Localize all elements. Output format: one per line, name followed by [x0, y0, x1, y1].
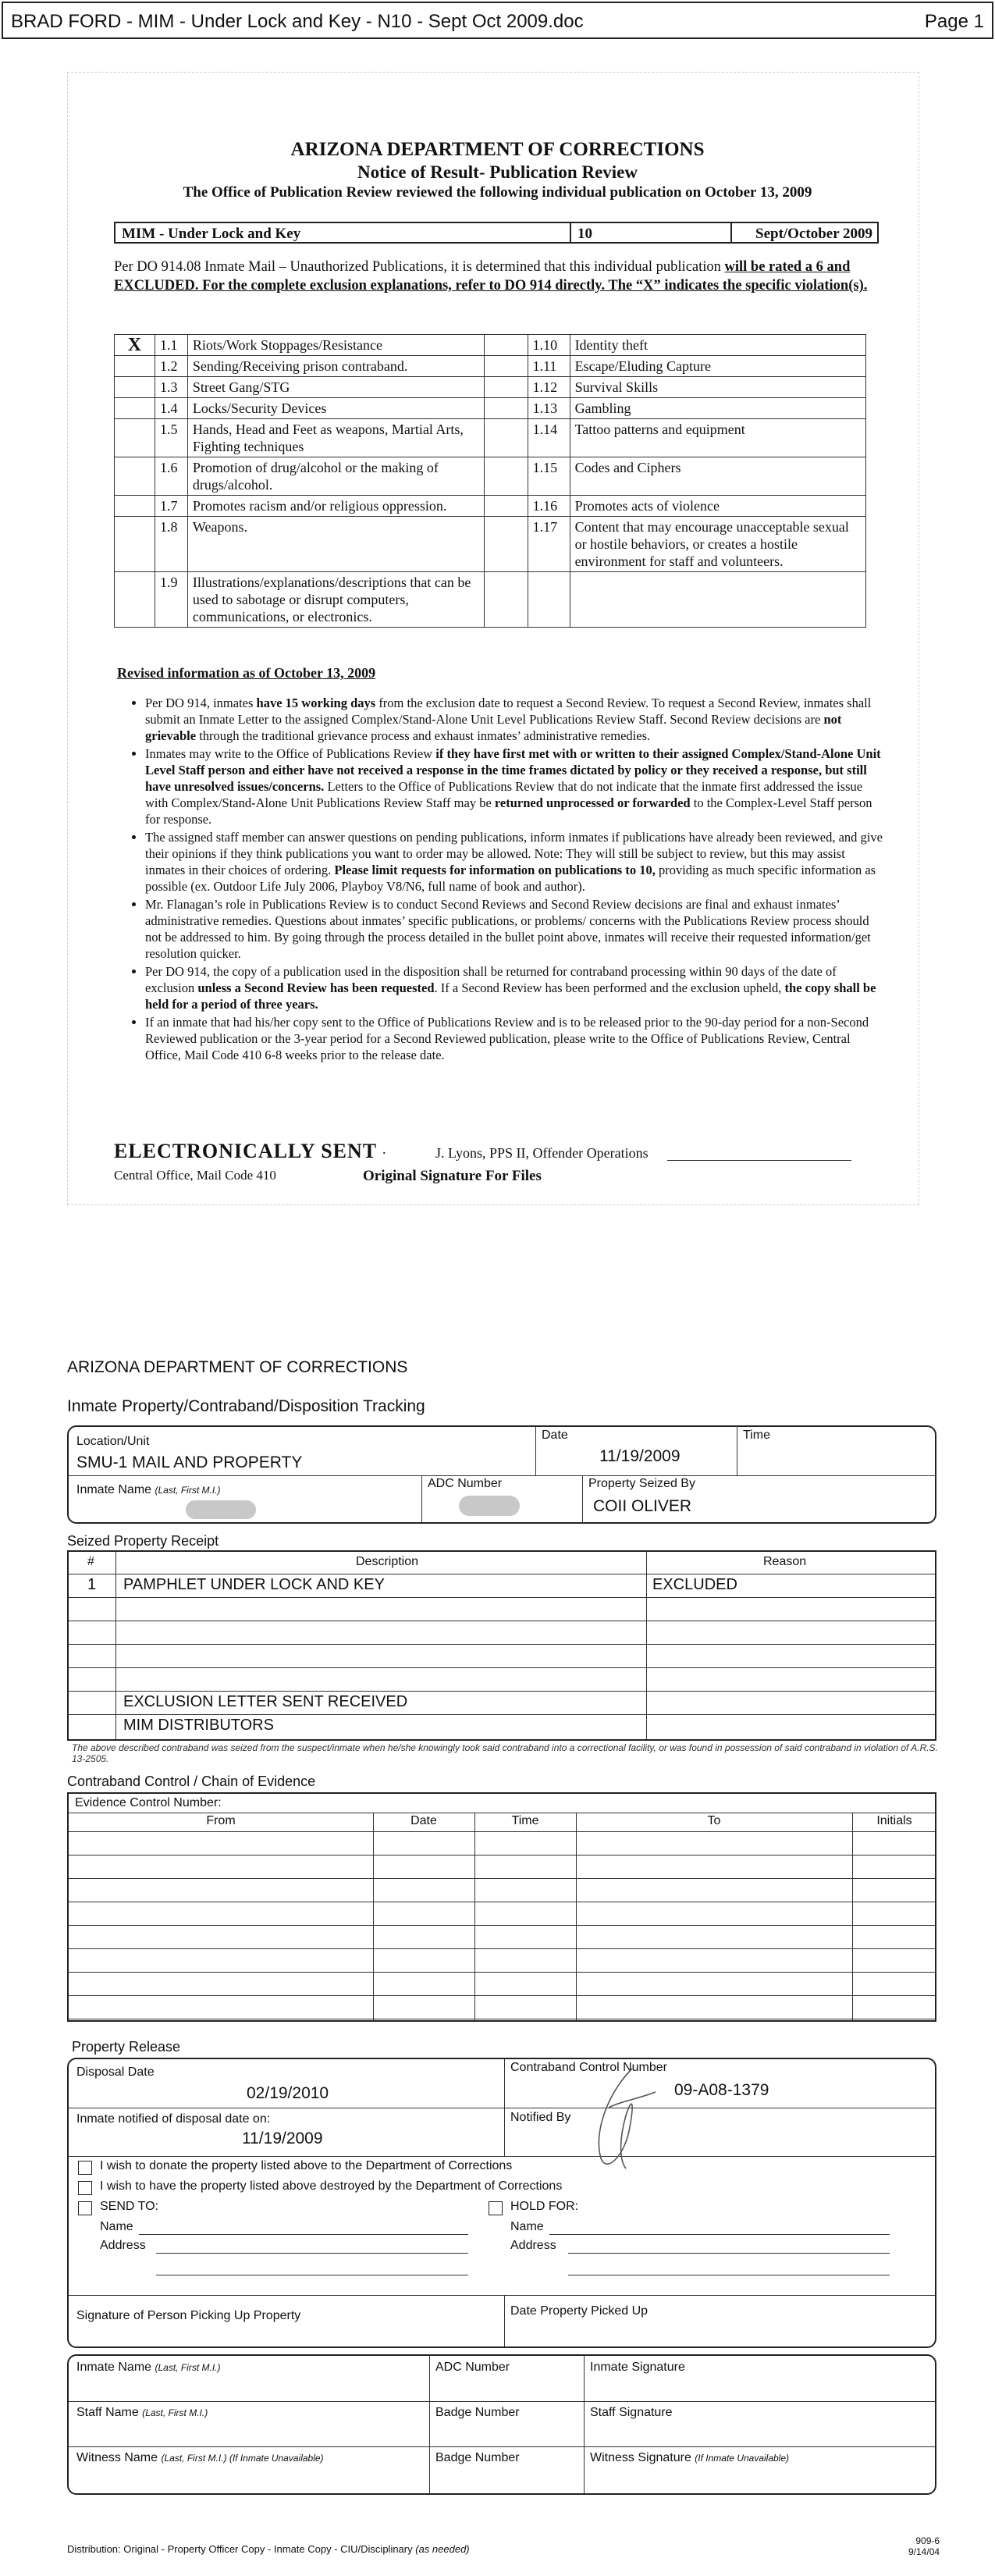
send-address-field[interactable] — [156, 2253, 468, 2254]
violation-text: Promotion of drug/alcohol or the making of drugs/alcohol. — [187, 457, 484, 496]
receipt-heading: Seized Property Receipt — [67, 1533, 219, 1549]
violation-mark — [115, 419, 155, 457]
location-label: Location/Unit — [76, 1435, 150, 1448]
violation-code: 1.15 — [528, 457, 570, 496]
violation-text: Hands, Head and Feet as weapons, Martial Arts, Fighting techniques — [187, 419, 484, 457]
disposal-date-label: Disposal Date — [76, 2065, 155, 2079]
violation-mark — [484, 496, 528, 517]
send-name-field[interactable] — [139, 2234, 468, 2235]
send-to-label: SEND TO: — [100, 2200, 158, 2213]
violation-text — [570, 572, 865, 628]
violation-text: Codes and Ciphers — [570, 457, 865, 496]
form-agency: ARIZONA DEPARTMENT OF CORRECTIONS — [67, 1358, 408, 1376]
violation-mark — [484, 356, 528, 377]
violation-code: 1.10 — [528, 335, 570, 356]
sig-row-signature-label: Inmate Signature — [590, 2361, 685, 2374]
chain-col-header: To — [707, 1814, 721, 1827]
policy-bullet: • Mr. Flanagan’s role in Publications Review is to conduct Second Reviews and Second Review decisions are final and exhaust inmates’ administrative remedies. Questions about inmates’ specific publications, or problems/ concerns with the Publications Review process should not be addressed to him. By going through the process detailed in the bullet point above, inmates will receive their requested information/get resolution quicker. — [145, 896, 887, 962]
policy-bullet: • Per DO 914, inmates have 15 working days from the exclusion date to request a Second Review. To request a Second Review, inmates shall submit an Inmate Letter to the assigned Complex/Stand-Alone Unit Level Publications Review Staff. Second Review decisions are not grievable through the traditional grievance process and exhaust inmates’ administrative remedies. — [145, 695, 887, 744]
violation-code: 1.1 — [155, 335, 187, 356]
violation-mark — [484, 572, 528, 628]
page-number: Page 1 — [924, 11, 984, 32]
date-value: 11/19/2009 — [599, 1447, 681, 1465]
violation-text: Gambling — [570, 398, 865, 419]
violation-code: 1.12 — [528, 377, 570, 398]
violation-row — [115, 517, 866, 572]
policy-bullet: • The assigned staff member can answer questions on pending publications, inform inmates if publications have already been reviewed, and give their opinions if they think publications you want to order may be allowed. Note: They will still be subject to review, but this may assist inmates in their choices of ordering. Please limit requests for information on publications to 10, providing as much specific information as possible (ex. Outdoor Life July 2006, Playboy V8/N6, full name of book and author). — [145, 829, 887, 895]
violation-text: Illustrations/explanations/descriptions that can be used to sabotage or disrupt computers, communications, or electronics. — [187, 572, 484, 628]
stamp-dot: . — [382, 1141, 386, 1157]
violation-text: Escape/Eluding Capture — [570, 356, 865, 377]
sig-row-number-label: Badge Number — [435, 2451, 520, 2464]
chain-heading: Contraband Control / Chain of Evidence — [67, 1774, 316, 1789]
hold-for-label: HOLD FOR: — [510, 2200, 579, 2213]
exclusion-statement: Per DO 914.08 Inmate Mail – Unauthorized Publications, it is determined that this individual publication will be rated a 6 and EXCLUDED. For the complete exclusion explanations, refer to DO 914 directly. The “X” indicates the specific violation(s). — [114, 259, 868, 294]
violation-mark — [484, 457, 528, 496]
policy-bullet-list — [119, 695, 887, 1065]
violation-mark — [484, 335, 528, 356]
violation-code: 1.2 — [155, 356, 187, 377]
adc-number-label: ADC Number — [428, 1477, 503, 1490]
document-header — [2, 2, 993, 39]
disposal-date-value: 02/19/2010 — [247, 2084, 329, 2102]
signer-name: J. Lyons, PPS II, Offender Operations — [435, 1145, 649, 1161]
revised-info-heading: Revised information as of October 13, 2009 — [117, 665, 376, 681]
violation-code: 1.17 — [528, 517, 570, 572]
seized-by-label: Property Seized By — [588, 1477, 695, 1490]
violation-row — [115, 335, 866, 356]
distribution-line: Distribution: Original - Property Officer Copy - Inmate Copy - CIU/Disciplinary (as needed) — [67, 2543, 470, 2555]
publication-info-row — [114, 222, 879, 244]
violation-text: Riots/Work Stoppages/Resistance — [187, 335, 484, 356]
notice-agency: ARIZONA DEPARTMENT OF CORRECTIONS — [290, 139, 705, 160]
receipt-row-description: EXCLUSION LETTER SENT RECEIVED — [123, 1693, 408, 1710]
violation-row — [115, 419, 866, 457]
violation-code: 1.9 — [155, 572, 187, 628]
violation-text: Promotes acts of violence — [570, 496, 865, 517]
sig-row-number-label: ADC Number — [435, 2361, 510, 2374]
violation-mark — [484, 398, 528, 419]
violation-table — [114, 334, 866, 628]
send-to-checkbox[interactable] — [78, 2201, 92, 2215]
violation-mark — [115, 356, 155, 377]
hold-name-label: Name — [510, 2220, 544, 2233]
handwritten-signature — [577, 2061, 663, 2178]
violation-code: 1.5 — [155, 419, 187, 457]
sig-row-name-label: Staff Name (Last, First M.I.) — [76, 2406, 208, 2419]
violation-text: Sending/Receiving prison contraband. — [187, 356, 484, 377]
violation-mark — [115, 398, 155, 419]
violation-text: Survival Skills — [570, 377, 865, 398]
hold-name-field[interactable] — [549, 2234, 890, 2235]
violation-code: 1.3 — [155, 377, 187, 398]
violation-text: Content that may encourage unacceptable sexual or hostile behaviors, or creates a hostile environment for staff and volunteers. — [570, 517, 865, 572]
document-filename: BRAD FORD - MIM - Under Lock and Key - N10 - Sept Oct 2009.doc — [11, 11, 584, 32]
signature-line — [667, 1160, 851, 1161]
central-office-mailcode: Central Office, Mail Code 410 — [114, 1168, 276, 1183]
property-release-block — [67, 2058, 936, 2348]
violation-code: 1.11 — [528, 356, 570, 377]
notified-by-label: Notified By — [510, 2111, 571, 2124]
violation-row — [115, 457, 866, 496]
violation-code: 1.16 — [528, 496, 570, 517]
form-number: 909-6 9/14/04 — [908, 2535, 940, 2557]
violation-code: 1.7 — [155, 496, 187, 517]
pickup-date-label: Date Property Picked Up — [510, 2304, 649, 2318]
redacted-adc-number — [459, 1496, 520, 1516]
violation-mark — [484, 517, 528, 572]
violation-code — [528, 572, 570, 628]
policy-bullet: • Per DO 914, the copy of a publication used in the disposition shall be returned for contraband processing within 90 days of the date of exclusion unless a Second Review has been requested. If a Second Review has been performed and the exclusion upheld, the copy shall be held for a period of three years. — [145, 963, 887, 1012]
evidence-control-label: Evidence Control Number: — [75, 1796, 222, 1809]
hold-for-checkbox[interactable] — [489, 2201, 503, 2215]
policy-bullet: • Inmates may write to the Office of Publications Review if they have first met with or written to their assigned Complex/Stand-Alone Unit Level Staff person and either have not received a response in the time frames dictated by policy or they received a response, but still have unresolved issues/concerns. Letters to the Office of Publications Review that do not indicate that the inmate first addressed the issue with Complex/Stand-Alone Unit Publications Review Staff may be returned unprocessed or forwarded to the Complex-Level Staff person for response. — [145, 745, 887, 827]
violation-text: Promotes racism and/or religious oppression. — [187, 496, 484, 517]
donate-option: I wish to donate the property listed above to the Department of Corrections — [100, 2159, 513, 2172]
sig-row-name-label: Witness Name (Last, First M.I.) (If Inmate Unavailable) — [76, 2451, 324, 2464]
donate-checkbox[interactable] — [78, 2161, 92, 2175]
ccn-value: 09-A08-1379 — [674, 2081, 769, 2099]
sig-row-signature-label: Staff Signature — [590, 2406, 673, 2419]
sig-row-number-label: Badge Number — [435, 2406, 520, 2419]
original-signature-note: Original Signature For Files — [363, 1168, 542, 1184]
chain-col-header: Initials — [876, 1814, 912, 1827]
receipt-row-number: 1 — [87, 1576, 97, 1593]
violation-text: Street Gang/STG — [187, 377, 484, 398]
violation-mark — [115, 457, 155, 496]
location-value: SMU-1 MAIL AND PROPERTY — [76, 1453, 303, 1471]
violation-code: 1.4 — [155, 398, 187, 419]
violation-mark — [115, 377, 155, 398]
sig-row-signature-label: Witness Signature (If Inmate Unavailable) — [590, 2451, 790, 2464]
publication-date: Sept/October 2009 — [755, 226, 873, 242]
receipt-row-reason: EXCLUDED — [652, 1576, 737, 1593]
signature-table — [67, 2354, 936, 2495]
policy-bullet: • If an inmate that had his/her copy sent to the Office of Publications Review and is to be released prior to the 90-day period for a non-Second Reviewed publication or the 3-year period for a Second Reviewed publication, please write to the Office of Publications Review, Central Office, Mail Code 410 6-8 weeks prior to the release date. — [145, 1014, 887, 1063]
seized-by-value: COII OLIVER — [593, 1497, 692, 1515]
send-name-label: Name — [100, 2220, 133, 2233]
violation-code: 1.6 — [155, 457, 187, 496]
violation-code: 1.8 — [155, 517, 187, 572]
violation-row — [115, 496, 866, 517]
violation-text: Locks/Security Devices — [187, 398, 484, 419]
receipt-col-reason: Reason — [763, 1555, 807, 1568]
electronically-sent-stamp: ELECTRONICALLY SENT — [114, 1140, 378, 1162]
notified-date-label: Inmate notified of disposal date on: — [76, 2112, 271, 2126]
date-label: Date — [542, 1429, 568, 1442]
violation-code: 1.13 — [528, 398, 570, 419]
violation-row — [115, 356, 866, 377]
pickup-signature-label: Signature of Person Picking Up Property — [76, 2309, 301, 2322]
sig-row-name-label: Inmate Name (Last, First M.I.) — [76, 2361, 221, 2374]
send-address-label: Address — [100, 2239, 146, 2252]
receipt-col-number: # — [87, 1555, 94, 1568]
receipt-row-description: PAMPHLET UNDER LOCK AND KEY — [123, 1576, 385, 1593]
receipt-note: The above described contraband was seized from the suspect/inmate when he/she knowingly took said contraband into a correctional facility, or was found in possession of said contraband in violation of A.R.S. 13-2505. — [72, 1742, 938, 1764]
hold-address-field[interactable] — [568, 2253, 890, 2254]
violation-code: 1.14 — [528, 419, 570, 457]
inmate-name-label: Inmate Name (Last, First M.I.) — [76, 1483, 221, 1496]
violation-text: Tattoo patterns and equipment — [570, 419, 865, 457]
destroy-checkbox[interactable] — [78, 2181, 92, 2195]
violation-mark — [115, 572, 155, 628]
redacted-inmate-name — [186, 1500, 256, 1519]
release-heading: Property Release — [72, 2039, 181, 2055]
seized-property-table — [67, 1550, 936, 1741]
violation-row — [115, 398, 866, 419]
receipt-row-description: MIM DISTRIBUTORS — [123, 1717, 274, 1734]
chain-col-header: From — [206, 1814, 236, 1827]
notified-date-value: 11/19/2009 — [242, 2129, 323, 2147]
violation-row — [115, 377, 866, 398]
publication-number: 10 — [577, 226, 592, 242]
violation-text: Identity theft — [570, 335, 865, 356]
destroy-option: I wish to have the property listed above destroyed by the Department of Corrections — [100, 2179, 563, 2193]
violation-mark — [115, 517, 155, 572]
form-title: Inmate Property/Contraband/Disposition Tracking — [67, 1397, 425, 1415]
receipt-col-description: Description — [356, 1555, 419, 1568]
location-block — [67, 1425, 936, 1524]
time-label: Time — [743, 1429, 770, 1442]
violation-text: Weapons. — [187, 517, 484, 572]
hold-address-label: Address — [510, 2239, 556, 2252]
violation-mark — [484, 377, 528, 398]
publication-name: MIM - Under Lock and Key — [122, 226, 301, 242]
violation-row — [115, 572, 866, 628]
violation-mark — [115, 496, 155, 517]
chain-of-evidence-table — [67, 1792, 936, 2022]
chain-col-header: Date — [410, 1814, 437, 1827]
notice-title: Notice of Result- Publication Review — [357, 162, 638, 182]
violation-mark — [484, 419, 528, 457]
ccn-label: Contraband Control Number — [510, 2061, 667, 2074]
violation-mark: X — [115, 335, 155, 356]
chain-col-header: Time — [511, 1814, 539, 1827]
notice-subtitle: The Office of Publication Review reviewed the following individual publication on October 13, 2009 — [183, 184, 812, 201]
